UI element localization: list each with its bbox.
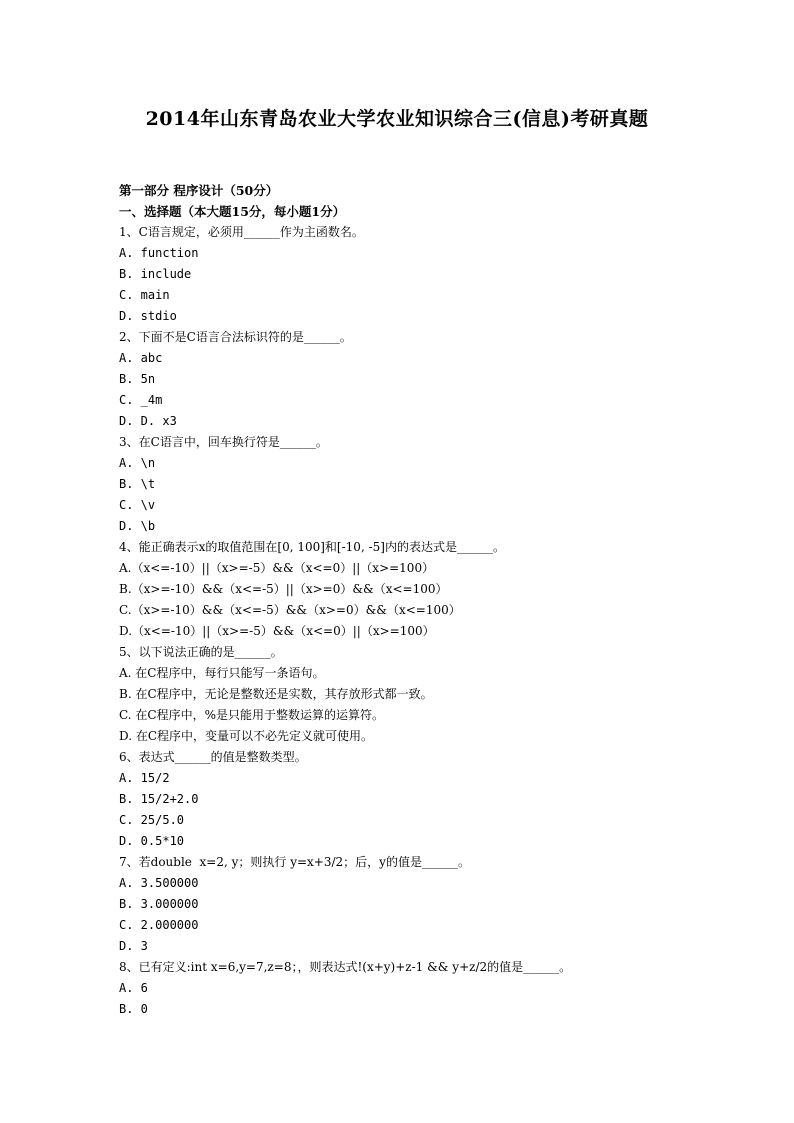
answer-option: A.（x<=-10）||（x>=-5）&&（x<=0）||（x>=100） [119, 561, 435, 575]
answer-option: D. 3 [119, 939, 148, 953]
answer-option: B. 5n [119, 372, 156, 386]
answer-option: C. \v [119, 498, 156, 512]
question-stem: 6、表达式______的值是整数类型。 [119, 750, 307, 764]
answer-option: C. 25/5.0 [119, 813, 185, 827]
answer-option: B. 3.000000 [119, 897, 199, 911]
answer-option: C. main [119, 288, 170, 302]
answer-option: A. \n [119, 456, 156, 470]
answer-option: D. D. x3 [119, 414, 177, 428]
answer-option: D. 在C程序中，变量可以不必先定义就可使用。 [119, 729, 374, 743]
answer-option: C. 在C程序中，%是只能用于整数运算的运算符。 [119, 708, 384, 722]
answer-option: C.（x>=-10）&&（x<=-5）&&（x>=0）&&（x<=100） [119, 603, 461, 617]
answer-option: A. 15/2 [119, 771, 170, 785]
answer-option: A. abc [119, 351, 163, 365]
answer-option: C. _4m [119, 393, 163, 407]
answer-option: B. 15/2+2.0 [119, 792, 199, 806]
answer-option: B. 0 [119, 1002, 148, 1016]
question-stem: 3、在C语言中，回车换行符是______。 [119, 435, 328, 449]
answer-option: D. stdio [119, 309, 177, 323]
answer-option: B. include [119, 267, 192, 281]
question-stem: 7、若double x=2, y；则执行 y=x+3/2；后，y的值是______。 [119, 855, 470, 869]
answer-option: B. 在C程序中，无论是整数还是实数，其存放形式都一致。 [119, 687, 433, 701]
question-stem: 2、下面不是C语言合法标识符的是______。 [119, 330, 352, 344]
question-stem: 8、已有定义:int x=6,y=7,z=8；，则表达式!(x+y)+z-1 && y+z/2的值是______。 [119, 960, 572, 974]
part-heading: 第一部分 程序设计（50分） [119, 183, 279, 198]
answer-option: C. 2.000000 [119, 918, 199, 932]
answer-option: A. 3.500000 [119, 876, 199, 890]
answer-option: D. 0.5*10 [119, 834, 185, 848]
answer-option: B. \t [119, 477, 156, 491]
answer-option: A. 在C程序中，每行只能写一条语句。 [119, 666, 325, 680]
question-stem: 4、能正确表示x的取值范围在[0, 100]和[-10, -5]内的表达式是______。 [119, 540, 505, 554]
answer-option: A. function [119, 246, 199, 260]
answer-option: D.（x<=-10）||（x>=-5）&&（x<=0）||（x>=100） [119, 624, 435, 638]
document-title: 2014年山东青岛农业大学农业知识综合三(信息)考研真题 [145, 108, 649, 130]
question-stem: 5、以下说法正确的是______。 [119, 645, 283, 659]
answer-option: A. 6 [119, 981, 148, 995]
document-body [119, 180, 719, 1020]
question-stem: 1、C语言规定，必须用______作为主函数名。 [119, 225, 364, 239]
answer-option: D. \b [119, 519, 156, 533]
section-heading: 一、选择题（本大题15分，每小题1分） [119, 204, 346, 219]
answer-option: B.（x>=-10）&&（x<=-5）||（x>=0）&&（x<=100） [119, 582, 448, 596]
